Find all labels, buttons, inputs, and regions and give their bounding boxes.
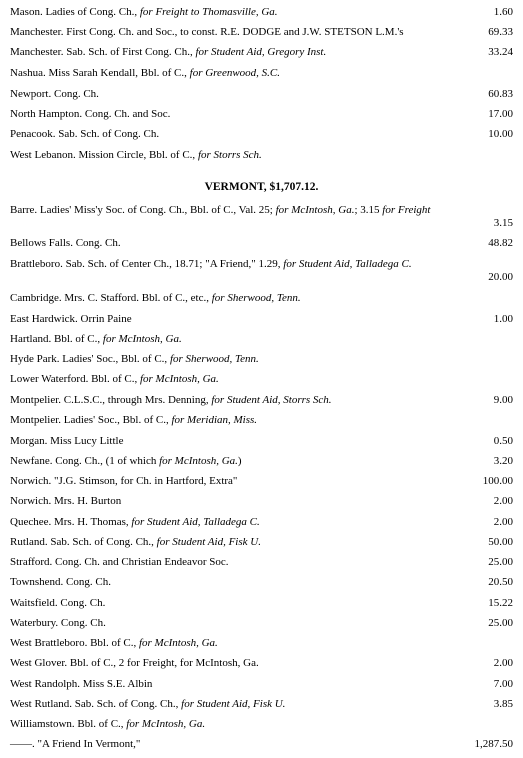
entry-description: West Randolph. Miss S.E. Albin — [10, 678, 153, 690]
entry-description: Bellows Falls. Cong. Ch. — [10, 237, 121, 249]
entry-description: Norwich. "J.G. Stimson, for Ch. in Hartford, Extra" — [10, 475, 238, 487]
entry-description: Montpelier. Ladies' Soc., Bbl. of C., for Meridian, Miss. — [10, 414, 258, 426]
entry-amount: 7.00 — [493, 678, 513, 690]
entry-amount: 17.00 — [488, 108, 513, 120]
entry-description: ——. "A Friend In Vermont," — [10, 738, 141, 750]
entry-description: Brattleboro. Sab. Sch. of Center Ch., 18.71; "A Friend," 1.29, for Student Aid, Talladega C. — [10, 258, 412, 270]
entry-description: West Rutland. Sab. Sch. of Cong. Ch., for Student Aid, Fisk U. — [10, 698, 286, 710]
entry-description: North Hampton. Cong. Ch. and Soc. — [10, 108, 171, 120]
entry-description: Nashua. Miss Sarah Kendall, Bbl. of C., for Greenwood, S.C. — [10, 67, 280, 79]
entry-description: Quechee. Mrs. H. Thomas, for Student Aid, Talladega C. — [10, 516, 260, 528]
entry-amount: 25.00 — [488, 556, 513, 568]
entry-description: Hyde Park. Ladies' Soc., Bbl. of C., for Sherwood, Tenn. — [10, 353, 259, 365]
entry-amount: 1.00 — [493, 313, 513, 325]
entry-amount: 10.00 — [488, 128, 513, 140]
entry-amount: 0.50 — [493, 435, 513, 447]
entry-description: West Lebanon. Mission Circle, Bbl. of C., for Storrs Sch. — [10, 149, 262, 161]
entry-description: Montpelier. C.L.S.C., through Mrs. Denning, for Student Aid, Storrs Sch. — [10, 394, 332, 406]
entry-description: East Hardwick. Orrin Paine — [10, 313, 132, 325]
entry-description: Williamstown. Bbl. of C., for McIntosh, Ga. — [10, 718, 206, 730]
entry-description: West Brattleboro. Bbl. of C., for McIntosh, Ga. — [10, 637, 218, 649]
entry-amount: 3.15 — [493, 217, 513, 229]
entry-amount: 2.00 — [493, 657, 513, 669]
entry-description: Manchester. First Cong. Ch. and Soc., to const. R.E. DODGE and J.W. STETSON L.M.'s — [10, 26, 404, 38]
entry-amount: 1.60 — [493, 6, 513, 18]
entry-amount: 9.00 — [493, 394, 513, 406]
entry-description: Lower Waterford. Bbl. of C., for McIntosh, Ga. — [10, 373, 219, 385]
entry-amount: 2.00 — [493, 495, 513, 507]
entry-amount: 1,287.50 — [474, 738, 513, 750]
entry-description: Waitsfield. Cong. Ch. — [10, 597, 106, 609]
entry-amount: 3.20 — [493, 455, 513, 467]
entry-description: Morgan. Miss Lucy Little — [10, 435, 124, 447]
entry-amount: 20.00 — [488, 271, 513, 283]
entry-description: Norwich. Mrs. H. Burton — [10, 495, 122, 507]
entry-description: Hartland. Bbl. of C., for McIntosh, Ga. — [10, 333, 182, 345]
entry-amount: 25.00 — [488, 617, 513, 629]
entry-amount: 3.85 — [493, 698, 513, 710]
entry-description: Newport. Cong. Ch. — [10, 88, 99, 100]
entry-description: Penacook. Sab. Sch. of Cong. Ch. — [10, 128, 160, 140]
entry-description: Waterbury. Cong. Ch. — [10, 617, 106, 629]
entry-amount: 60.83 — [488, 88, 513, 100]
entry-description: Strafford. Cong. Ch. and Christian Endeavor Soc. — [10, 556, 229, 568]
entry-amount: 69.33 — [488, 26, 513, 38]
entry-amount: 50.00 — [488, 536, 513, 548]
entry-amount: 100.00 — [482, 475, 513, 487]
entry-description: Mason. Ladies of Cong. Ch., for Freight to Thomasville, Ga. — [10, 6, 278, 18]
entry-description: Townshend. Cong. Ch. — [10, 576, 111, 588]
entry-amount: 48.82 — [488, 237, 513, 249]
entry-amount: 33.24 — [488, 46, 513, 58]
entry-description: West Glover. Bbl. of C., 2 for Freight, for McIntosh, Ga. — [10, 657, 259, 669]
entry-description: Rutland. Sab. Sch. of Cong. Ch., for Student Aid, Fisk U. — [10, 536, 261, 548]
section-heading: VERMONT, $1,707.12. — [204, 181, 319, 193]
entry-description: Newfane. Cong. Ch., (1 of which for McIntosh, Ga.) — [10, 455, 242, 467]
entry-amount: 20.50 — [488, 576, 513, 588]
entry-description: Manchester. Sab. Sch. of First Cong. Ch., for Student Aid, Gregory Inst. — [10, 46, 327, 58]
entry-amount: 2.00 — [493, 516, 513, 528]
entry-description: Cambridge. Mrs. C. Stafford. Bbl. of C., etc., for Sherwood, Tenn. — [10, 292, 301, 304]
entry-description: Barre. Ladies' Miss'y Soc. of Cong. Ch., Bbl. of C., Val. 25; for McIntosh, Ga.; 3.15 for Freight — [10, 204, 431, 216]
entry-amount: 15.22 — [488, 597, 513, 609]
